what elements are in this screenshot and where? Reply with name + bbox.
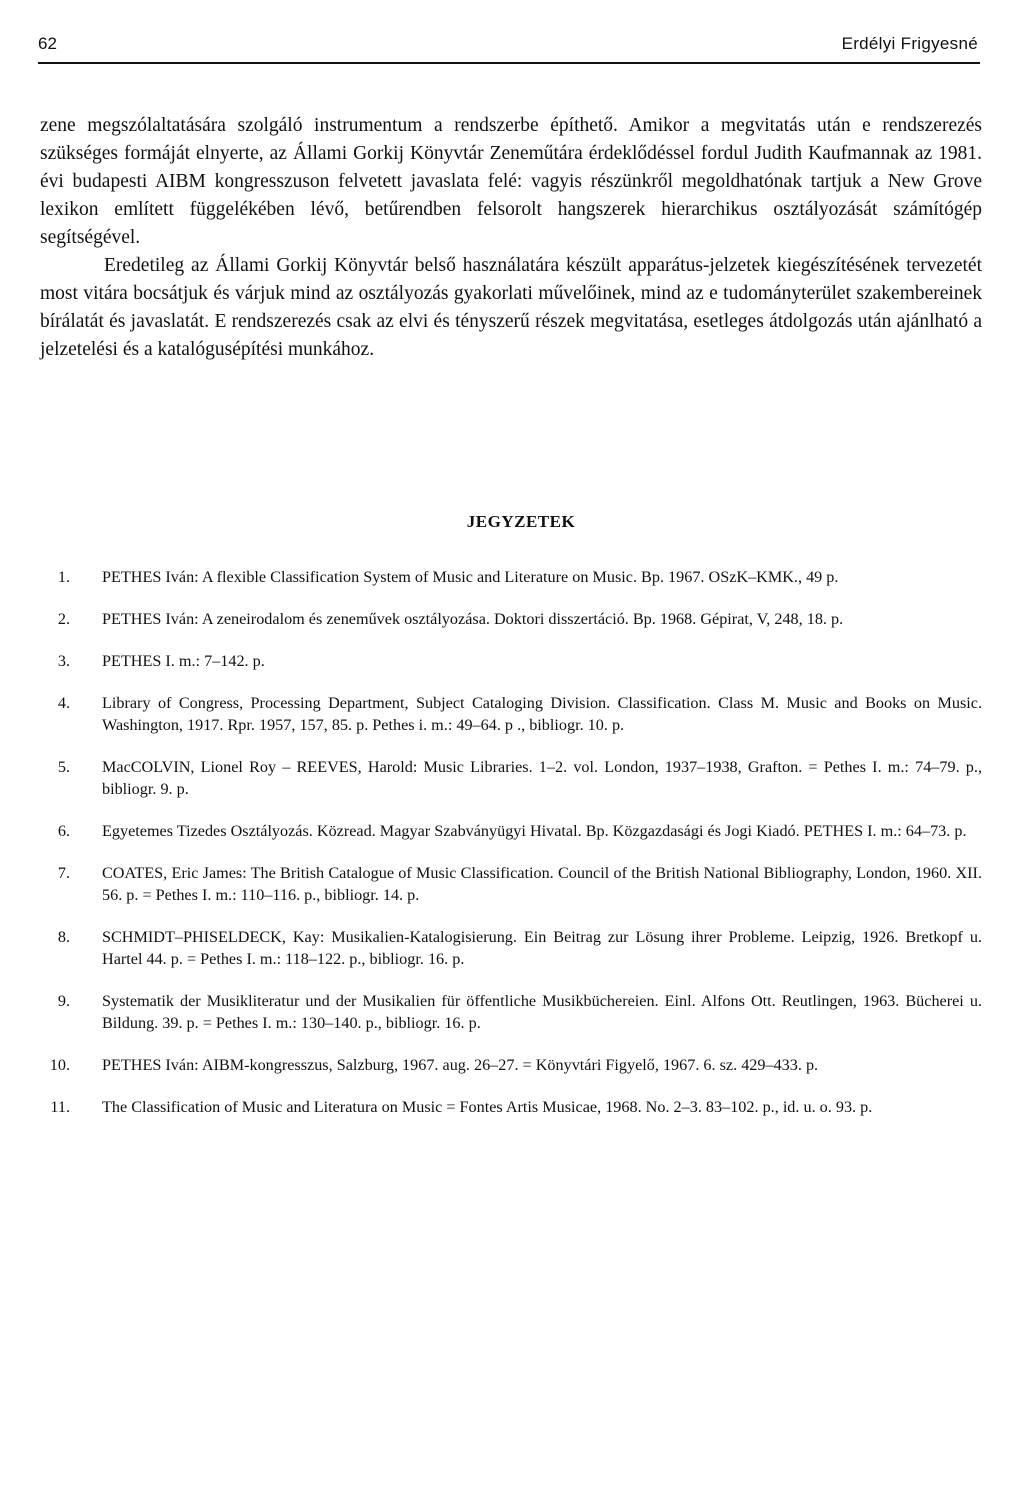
notes-heading: JEGYZETEK xyxy=(466,512,576,531)
paragraph: zene megszólaltatására szolgáló instrumentum a rendszerbe építhető. Amikor a megvitatás után e rendszerezés szükséges formáját elnyerte, az Állami Gorkij Könyvtár Zeneműtára érdeklődéssel fordul Judith Kaufmannak az 1981. évi budapesti AIBM kongresszuson felvetett javaslata felé: vagyis részünkről megoldhatónak tartjuk a New Grove lexikon említett függelékében lévő, betűrendben felsorolt hangszerek hierarchikus osztályozását számítógép segítségével. xyxy=(40,115,982,248)
note-text: Library of Congress, Processing Department, Subject Cataloging Division. Classification. Class M. Music and Books on Music. Washington, 1917. Rpr. 1957, 157, 85. p. Pethes i. m.: 49–64. p ., bibliogr. 10. p. xyxy=(102,694,982,734)
note-text: Egyetemes Tizedes Osztályozás. Közread. Magyar Szabványügyi Hivatal. Bp. Közgazdasági és Jogi Kiadó. PETHES I. m.: 64–73. p. xyxy=(102,822,967,840)
note-number: 6. xyxy=(57,822,70,840)
note-text: PETHES Iván: A zeneirodalom és zeneművek osztályozása. Doktori disszertáció. Bp. 1968. Gépirat, V, 248, 18. p. xyxy=(102,610,844,628)
note-item xyxy=(36,650,982,672)
note-number: 3. xyxy=(57,652,70,670)
note-item xyxy=(36,926,982,970)
note-text: COATES, Eric James: The British Catalogue of Music Classification. Council of the British National Bibliography, London, 1960. XII. 56. p. = Pethes I. m.: 110–116. p., bibliogr. 14. p. xyxy=(102,864,982,904)
running-head-author: Erdélyi Frigyesné xyxy=(841,34,978,53)
note-item xyxy=(36,1096,982,1118)
header-rule xyxy=(38,62,980,64)
note-item xyxy=(36,820,982,842)
note-number: 1. xyxy=(57,568,70,586)
note-text: PETHES Iván: AIBM-kongresszus, Salzburg, 1967. aug. 26–27. = Könyvtári Figyelő, 1967. 6. sz. 429–433. p. xyxy=(102,1056,819,1074)
note-text: SCHMIDT–PHISELDECK, Kay: Musikalien-Katalogisierung. Ein Beitrag zur Lösung ihrer Probleme. Leipzig, 1926. Bretkopf u. Hartel 44. p. = Pethes I. m.: 118–122. p., bibliogr. 16. p. xyxy=(102,928,982,968)
note-number: 4. xyxy=(57,694,70,712)
note-item xyxy=(36,990,982,1034)
note-text: PETHES Iván: A flexible Classification System of Music and Literature on Music. Bp. 1967. OSzK–KMK., 49 p. xyxy=(102,568,839,586)
note-number: 11. xyxy=(50,1098,70,1116)
note-item xyxy=(36,1054,982,1076)
note-number: 8. xyxy=(57,928,70,946)
note-item xyxy=(36,862,982,906)
note-number: 7. xyxy=(57,864,70,882)
note-text: The Classification of Music and Literatura on Music = Fontes Artis Musicae, 1968. No. 2–3. 83–102. p., id. u. o. 93. p. xyxy=(102,1098,873,1116)
note-item xyxy=(36,566,982,588)
note-item xyxy=(36,756,982,800)
note-item xyxy=(36,608,982,630)
page-number: 62 xyxy=(38,34,57,53)
running-header xyxy=(38,34,978,58)
notes-list xyxy=(36,566,982,1138)
note-number: 10. xyxy=(49,1056,70,1074)
note-item xyxy=(36,692,982,736)
body-text xyxy=(40,112,982,364)
note-number: 2. xyxy=(57,610,70,628)
paragraph: Eredetileg az Állami Gorkij Könyvtár belső használatára készült apparátus-jelzetek kiegészítésének tervezetét most vitára bocsátjuk és várjuk mind az osztályozás gyakorlati művelőinek, mind az e tudományterület szakembereinek bírálatát és javaslatát. E rendszerezés csak az elvi és tényszerű részek megvitatása, esetleges átdolgozás után ajánlható a jelzetelési és a katalógusépítési munkához. xyxy=(40,255,982,360)
note-text: Systematik der Musikliteratur und der Musikalien für öffentliche Musikbüchereien. Einl. Alfons Ott. Reutlingen, 1963. Bücherei u. Bildung. 39. p. = Pethes I. m.: 130–140. p., bibliogr. 16. p. xyxy=(102,992,982,1032)
note-number: 9. xyxy=(57,992,70,1010)
note-text: PETHES I. m.: 7–142. p. xyxy=(102,652,265,670)
note-text: MacCOLVIN, Lionel Roy – REEVES, Harold: Music Libraries. 1–2. vol. London, 1937–1938, Grafton. = Pethes I. m.: 74–79. p., bibliogr. 9. p. xyxy=(102,758,982,798)
note-number: 5. xyxy=(57,758,70,776)
